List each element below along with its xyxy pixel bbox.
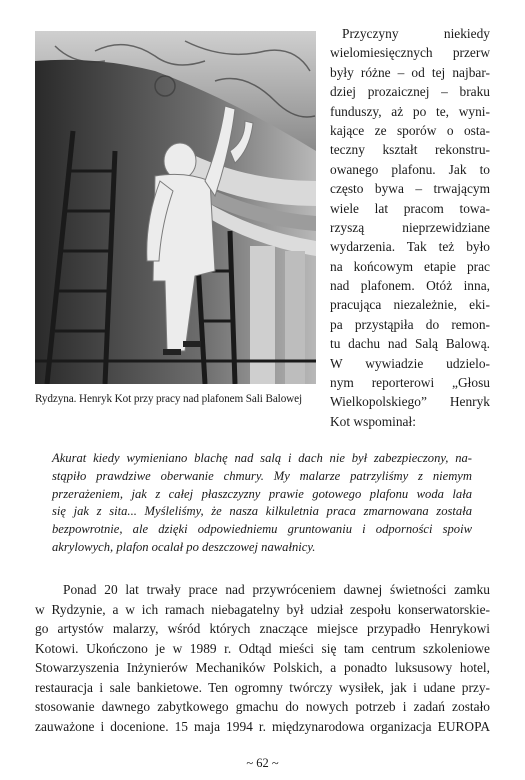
quote-line: się jak z sita... Myśleliśmy, że nasza kilkuletnia praca zmarnowana została: [52, 504, 472, 519]
text-line: kające ze sporów o osta-: [330, 122, 490, 138]
text-line: rzyszą nieprzewidziane: [330, 219, 490, 235]
text-line: zauważone i docenione. 15 maja 1994 r. międzynarodowa organizacja EUROPA: [35, 718, 490, 734]
text-line: na końcowym etapie prac: [330, 258, 490, 274]
text-line: stosowanie dawnego zabytkowego gmachu do nowych potrzeb i zadań zostało: [35, 699, 490, 714]
body-paragraph: [35, 580, 490, 736]
text-line: Przyczyny niekiedy: [342, 26, 490, 41]
photo-illustration: [35, 31, 316, 384]
right-column-text: [330, 24, 490, 431]
text-line: restauracja i sale bankietowe. Ten ogromny twórczy wysiłek, jak i udane przy-: [35, 679, 490, 695]
text-line: go artystów malarzy, wśród których znaczące miejsce przypadło Henrykowi: [35, 621, 490, 636]
text-line: wiele lat pracom towa-: [330, 200, 490, 216]
text-line: owanego plafonu. Jak to: [330, 161, 490, 177]
text-line: Wielkopolskiego” Henryk: [330, 394, 490, 410]
text-line: pracująca niezależnie, eki-: [330, 297, 490, 313]
text-line: dziej prozaicznej – braku: [330, 84, 490, 100]
quote-line: stąpiło prawdziwe oberwanie chmury. My malarze patrzyliśmy z niemym: [52, 468, 472, 483]
text-line: Ponad 20 lat trwały prace nad przywróceniem dawnej świetności zamku: [63, 582, 490, 597]
text-line: teczny kształt rekonstru-: [330, 142, 490, 158]
text-line: często bywa – trwającym: [330, 181, 490, 197]
text-line: funduszy, aż po te, wyni-: [330, 103, 490, 119]
text-line: w Rydzynie, a w ich ramach niebagatelny był udział zespołu konserwatorskie-: [35, 601, 490, 617]
photograph-painter-on-scaffold: [35, 31, 316, 384]
quote-line: bezpowrotnie, ale dzięki odpowiedniemu gruntowaniu i odporności spoiw: [52, 522, 472, 537]
quote-line: akrylowych, plafon ocalał po deszczowej nawałnicy.: [52, 539, 316, 554]
text-line: nym reporterowi „Głosu: [330, 375, 490, 391]
text-line: Stowarzyszenia Inżynierów Mechaników Polskich, a ponadto luksusowy hotel,: [35, 660, 490, 675]
text-line: nad plafonem. Otóż inna,: [330, 278, 490, 294]
text-line: Kotowi. Ukończono je w 1989 r. Odtąd mieści się tam centrum szkoleniowe: [35, 640, 490, 656]
text-line: tu dachu nad Salą Balową.: [330, 336, 490, 352]
text-line: Kot wspominał:: [330, 413, 416, 429]
photo-caption: Rydzyna. Henryk Kot przy pracy nad plafonem Sali Balowej: [35, 393, 303, 405]
quote-line: Akurat kiedy wymieniano blachę nad salą i dach nie był zabezpieczony, na-: [52, 451, 472, 465]
block-quote: [52, 450, 472, 557]
text-line: były różne – od tej najbar-: [330, 64, 490, 80]
text-line: pa przystąpiła do remon-: [330, 316, 490, 332]
text-line: wydarzenia. Tak też było: [330, 239, 490, 255]
page-number: ~ 62 ~: [246, 756, 279, 770]
text-line: wielomiesięcznych przerw: [330, 45, 490, 61]
text-line: W wywiadzie udzielo-: [330, 355, 490, 371]
quote-line: przerażeniem, jak z całej płaszczyzny prawie gotowego plafonu woda lała: [52, 486, 472, 501]
